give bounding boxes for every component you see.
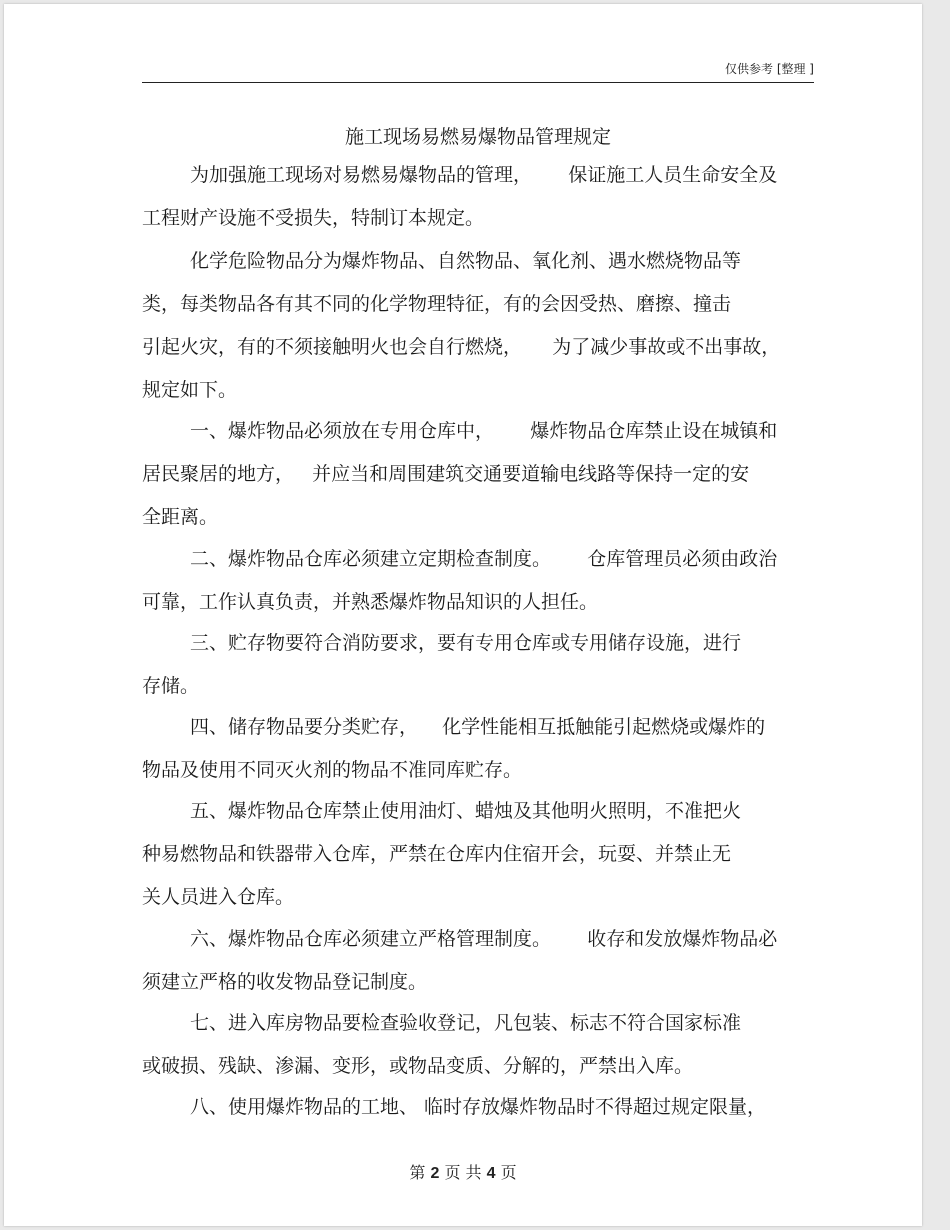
paragraph-line: 一、爆炸物品必须放在专用仓库中， 爆炸物品仓库禁止设在城镇和 xyxy=(190,420,778,442)
paragraph-rule-1 xyxy=(142,410,802,539)
paragraph-line: 化学危险物品分为爆炸物品、自然物品、氧化剂、遇水燃烧物品等 xyxy=(190,250,742,272)
paragraph-rule-8 xyxy=(142,1086,802,1129)
paragraph-line: 全距离。 xyxy=(142,506,219,528)
paragraph-line: 种易燃物品和铁器带入仓库，严禁在仓库内住宿开会，玩耍、并禁止无 xyxy=(142,843,732,865)
paragraph-line: 三、贮存物要符合消防要求，要有专用仓库或专用储存设施，进行 xyxy=(190,632,742,654)
document-title: 施工现场易燃易爆物品管理规定 xyxy=(344,126,611,148)
footer-page-number: 2 xyxy=(430,1165,440,1182)
paragraph-line: 二、爆炸物品仓库必须建立定期检查制度。 仓库管理员必须由政治 xyxy=(190,548,778,570)
paragraph-line: 类，每类物品各有其不同的化学物理特征，有的会因受热、磨擦、撞击 xyxy=(142,293,732,315)
paragraph-line: 存储。 xyxy=(142,675,200,697)
paragraph-rule-7 xyxy=(142,1002,802,1088)
paragraph-line: 可靠，工作认真负责，并熟悉爆炸物品知识的人担任。 xyxy=(142,591,599,613)
footer-prefix: 第 xyxy=(409,1163,426,1182)
header-note: 仅供参考 [整理 ] xyxy=(725,62,814,76)
paragraph-line: 须建立严格的收发物品登记制度。 xyxy=(142,971,428,993)
paragraph-line: 物品及使用不同灭火剂的物品不准同库贮存。 xyxy=(142,759,523,781)
paragraph-line: 为加强施工现场对易燃易爆物品的管理， 保证施工人员生命安全及 xyxy=(190,164,778,186)
paragraph-line: 引起火灾，有的不须接触明火也会自行燃烧， 为了减少事故或不出事故， xyxy=(142,336,781,358)
paragraph-line: 四、储存物品要分类贮存， 化学性能相互抵触能引起燃烧或爆炸的 xyxy=(190,716,766,738)
paragraph-rule-2 xyxy=(142,538,802,624)
paragraph-rule-6 xyxy=(142,918,802,1004)
page-footer xyxy=(4,1160,922,1183)
paragraph-line: 五、爆炸物品仓库禁止使用油灯、蜡烛及其他明火照明，不准把火 xyxy=(190,800,742,822)
paragraph-line: 八、使用爆炸物品的工地、 临时存放爆炸物品时不得超过规定限量， xyxy=(190,1096,767,1118)
paragraph-classification xyxy=(142,240,802,412)
paragraph-intro xyxy=(142,154,802,240)
footer-total-pages: 4 xyxy=(486,1165,496,1182)
paragraph-line: 规定如下。 xyxy=(142,379,238,401)
paragraph-line: 七、进入库房物品要检查验收登记，凡包装、标志不符合国家标准 xyxy=(190,1012,742,1034)
paragraph-line: 或破损、残缺、渗漏、变形，或物品变质、分解的，严禁出入库。 xyxy=(142,1055,694,1077)
footer-suffix: 页 xyxy=(500,1163,517,1182)
footer-mid: 页 共 xyxy=(444,1163,482,1182)
page-header xyxy=(142,58,814,83)
paragraph-line: 六、爆炸物品仓库必须建立严格管理制度。 收存和发放爆炸物品必 xyxy=(190,928,778,950)
paragraph-rule-5 xyxy=(142,790,802,919)
paragraph-rule-4 xyxy=(142,706,802,792)
paragraph-line: 关人员进入仓库。 xyxy=(142,886,295,908)
paragraph-line: 居民聚居的地方， 并应当和周围建筑交通要道输电线路等保持一定的安 xyxy=(142,463,750,485)
paragraph-line: 工程财产设施不受损失，特制订本规定。 xyxy=(142,207,485,229)
document-page xyxy=(4,4,922,1226)
paragraph-rule-3 xyxy=(142,622,802,708)
